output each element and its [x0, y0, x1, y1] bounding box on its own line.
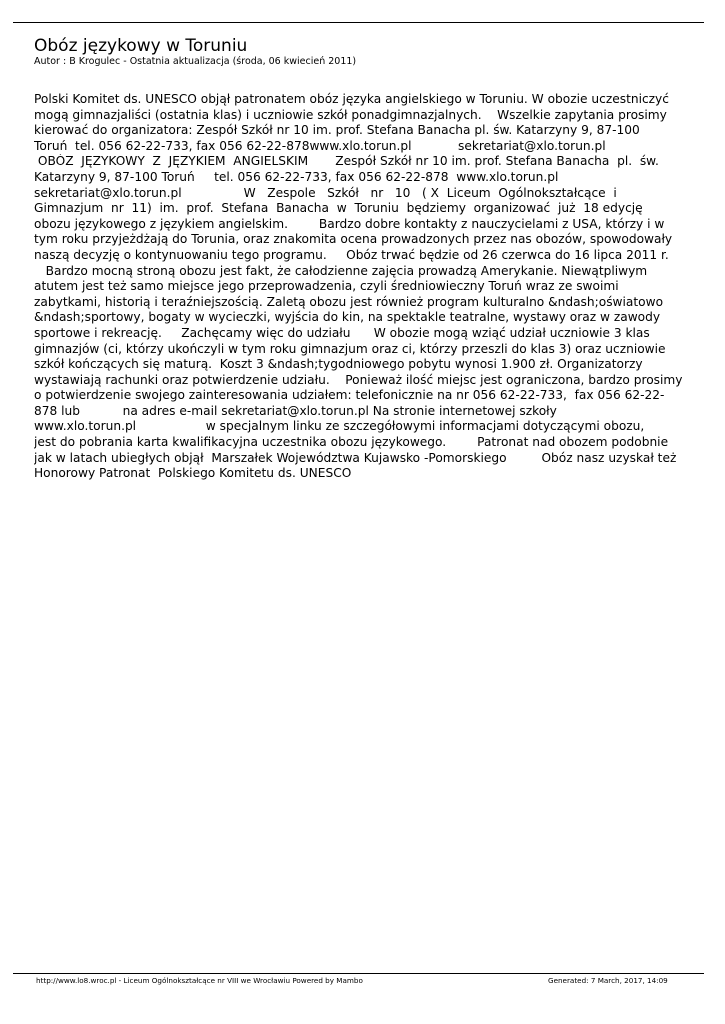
article-body [34, 92, 686, 482]
body-line: mogą gimnazjaliści (ostatnia klas) i uczniowie szkół ponadgimnazjalnych. Wszelkie zapytania prosimy [34, 107, 667, 122]
body-line: obozu językowego z językiem angielskim. Bardzo dobre kontakty z nauczycielami z USA, którzy i w [34, 216, 665, 231]
body-line: Bardzo mocną stroną obozu jest fakt, że całodzienne zajęcia prowadzą Amerykanie. Niewątpliwym [34, 263, 648, 278]
body-line: o potwierdzenie swojego zainteresowania udziałem: telefonicznie na nr 056 62-22-733, fax 056 62-22- [34, 388, 665, 403]
body-line: zabytkami, historią i teraźniejszością. Zaletą obozu jest również program kulturalno &ndash;oświatowo [34, 294, 664, 309]
footer-rule [13, 973, 704, 974]
body-line: Toruń tel. 056 62-22-733, fax 056 62-22-878www.xlo.torun.pl sekretariat@xlo.torun.pl [34, 138, 606, 153]
body-line: atutem jest też samo miejsce jego przeprowadzenia, czyli średniowieczny Toruń wraz ze swoimi [34, 279, 619, 294]
body-line: Polski Komitet ds. UNESCO objął patronatem obóz języka angielskiego w Toruniu. W obozie uczestniczyć [34, 92, 669, 106]
body-line: jest do pobrania karta kwalifikacyjna uczestnika obozu językowego. Patronat nad obozem podobnie [34, 435, 669, 450]
body-line: Honorowy Patronat Polskiego Komitetu ds. UNESCO [34, 466, 352, 481]
body-line: jak w latach ubiegłych objął Marszałek Województwa Kujawsko -Pomorskiego Obóz nasz uzyskał też [34, 450, 677, 465]
body-line: gimnazjów (ci, którzy ukończyli w tym roku gimnazjum oraz ci, którzy przeszli do klas 3) oraz uczniowie [34, 341, 666, 356]
body-line: sekretariat@xlo.torun.pl W Zespole Szkół nr 10 ( X Liceum Ogólnokształcące i [34, 185, 617, 200]
body-line: naszą decyzję o kontynuowaniu tego programu. Obóz trwać będzie od 26 czerwca do 16 lipca 2011 r. [34, 247, 669, 262]
article-title: Obóz językowy w Toruniu [34, 36, 248, 56]
body-line: www.xlo.torun.pl w specjalnym linku ze szczegółowymi informacjami dotyczącymi obozu, [34, 419, 645, 434]
body-line: tym roku przyjeżdżają do Torunia, oraz znakomita ocena prowadzonych przez nas obozów, spowodowały [34, 232, 673, 247]
body-line: wystawiają rachunki oraz potwierdzenie udziału. Ponieważ ilość miejsc jest ograniczona, bardzo prosimy [34, 372, 683, 387]
body-line: &ndash;sportowy, bogaty w wycieczki, wyjścia do kin, na spektakle teatralne, wystawy oraz w zawody [34, 310, 661, 325]
header-rule [13, 22, 704, 23]
body-line: 878 lub na adres e-mail sekretariat@xlo.torun.pl Na stronie internetowej szkoły [34, 403, 557, 418]
body-line: szkół kończących się maturą. Koszt 3 &ndash;tygodniowego pobytu wynosi 1.900 zł. Organizatorzy [34, 357, 643, 372]
body-line: sportowe i rekreację. Zachęcamy więc do udziału W obozie mogą wziąć udział uczniowie 3 klas [34, 325, 650, 340]
body-line: Gimnazjum nr 11) im. prof. Stefana Banacha w Toruniu będziemy organizować już 18 edycję [34, 201, 643, 216]
article-meta: Autor : B Krogulec - Ostatnia aktualizacja (środa, 06 kwiecień 2011) [34, 56, 357, 67]
body-line: kierować do organizatora: Zespół Szkół nr 10 im. prof. Stefana Banacha pl. św. Katarzyny 9, 87-100 [34, 123, 640, 138]
footer-source: http://www.lo8.wroc.pl - Liceum Ogólnokształcące nr VIII we Wrocławiu Powered by Mambo [36, 976, 363, 985]
body-line: OBÓZ JĘZYKOWY Z JĘZYKIEM ANGIELSKIM Zespół Szkół nr 10 im. prof. Stefana Banacha pl. św. [34, 154, 659, 169]
footer-generated: Generated: 7 March, 2017, 14:09 [548, 976, 668, 985]
body-line: Katarzyny 9, 87-100 Toruń tel. 056 62-22-733, fax 056 62-22-878 www.xlo.torun.pl [34, 169, 559, 184]
